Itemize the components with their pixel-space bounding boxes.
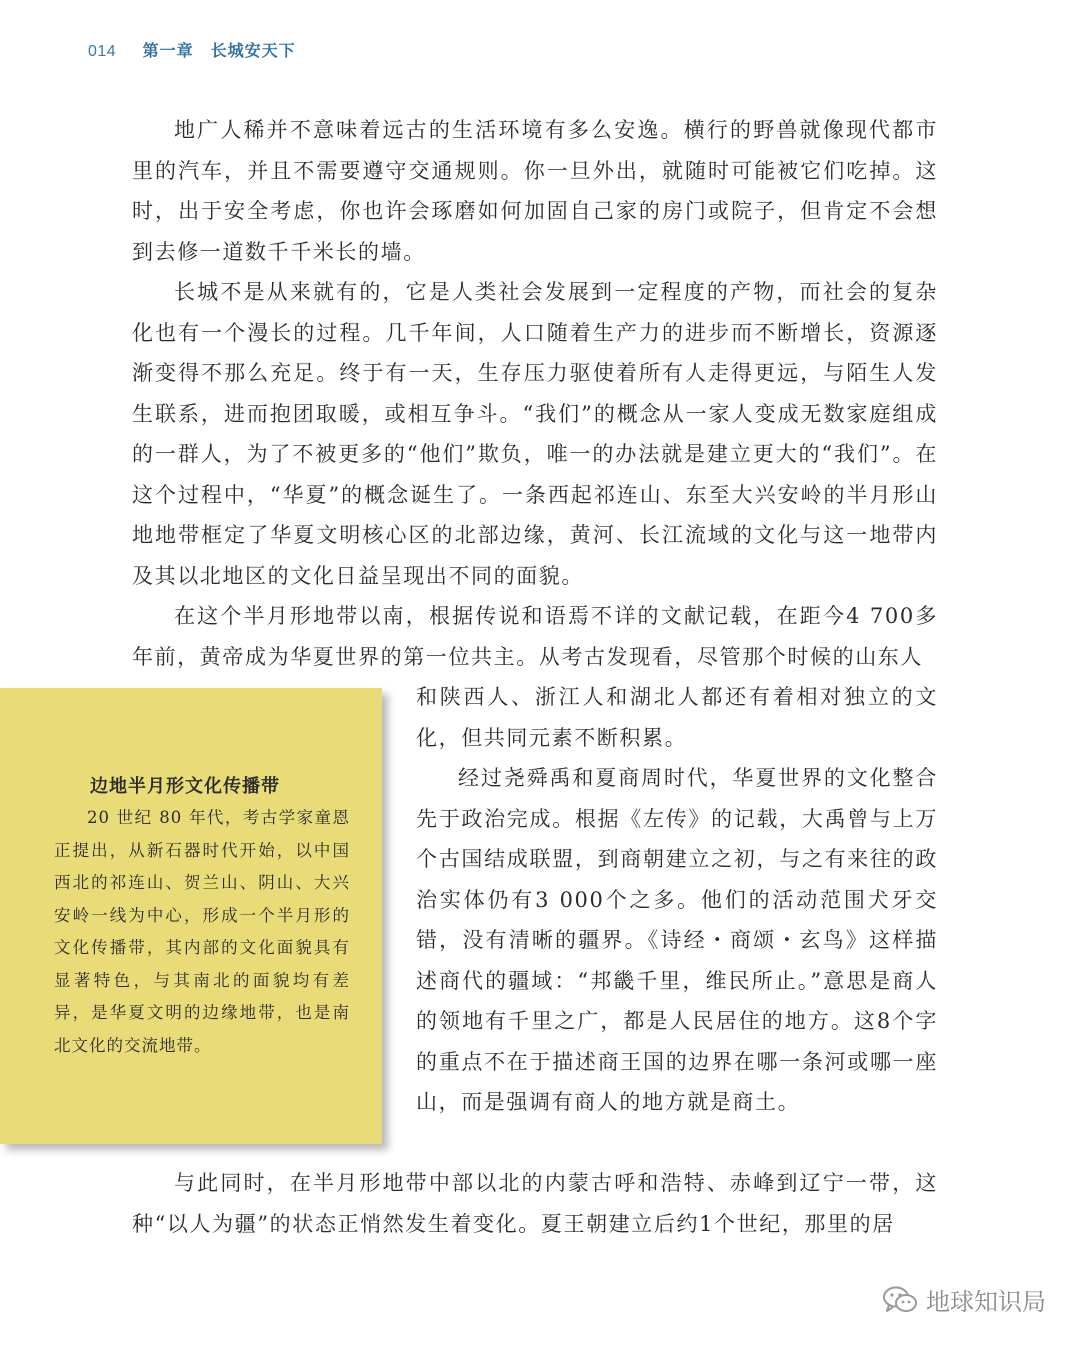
page-number: 014 [88, 43, 117, 60]
watermark [882, 1282, 1046, 1317]
paragraph-5: 与此同时，在半月形地带中部以北的内蒙古呼和浩特、赤峰到辽宁一带，这种“以人为疆”的状态正悄然发生着变化。夏王朝建立后约1个世纪，那里的居 [132, 1171, 938, 1236]
paragraph-4: 经过尧舜禹和夏商周时代，华夏世界的文化整合先于政治完成。根据《左传》的记载，大禹曾与上万个古国结成联盟，到商朝建立之初，与之有来往的政治实体仍有3 000个之多。他们的活动范围犬牙交错，没有清晰的疆界。《诗经・商颂・玄鸟》这样描述商代的疆域：“邦畿千里，维民所止。”意思是商人的领地有千里之广，都是人民居住的地方。这8个字的重点不在于描述商王国的边界在哪一条河或哪一座山，而是强调有商人的地方就是商土。 [416, 766, 938, 1114]
sidebar-body: 20 世纪 80 年代，考古学家童恩正提出，从新石器时代开始，以中国西北的祁连山、贺兰山、阴山、大兴安岭一线为中心，形成一个半月形的文化传播带，其内部的文化面貌具有显著特色，与其南北的面貌均有差异，是华夏文明的边缘地带，也是南北文化的交流地带。 [54, 808, 350, 1055]
sidebar-box [0, 688, 382, 1144]
watermark-text: 地球知识局 [926, 1289, 1046, 1316]
paragraph-1: 地广人稀并不意味着远古的生活环境有多么安逸。横行的野兽就像现代都市里的汽车，并且不需要遵守交通规则。你一旦外出，就随时可能被它们吃掉。这时，出于安全考虑，你也许会琢磨如何加固自己家的房门或院子，但肯定不会想到去修一道数千千米长的墙。 [132, 118, 938, 264]
running-header [88, 38, 296, 61]
chapter-title: 第一章 长城安天下 [142, 43, 296, 60]
paragraph-3-continued: 和陕西人、浙江人和湖北人都还有着相对独立的文化，但共同元素不断积累。 [416, 685, 938, 750]
wechat-icon [882, 1285, 918, 1315]
sidebar-title: 边地半月形文化传播带 [90, 776, 280, 797]
paragraph-2: 长城不是从来就有的，它是人类社会发展到一定程度的产物，而社会的复杂化也有一个漫长的过程。几千年间，人口随着生产力的进步而不断增长，资源逐渐变得不那么充足。终于有一天，生存压力驱使着所有人走得更远，与陌生人发生联系，进而抱团取暖，或相互争斗。“我们”的概念从一家人变成无数家庭组成的一群人，为了不被更多的“他们”欺负，唯一的办法就是建立更大的“我们”。在这个过程中，“华夏”的概念诞生了。一条西起祁连山、东至大兴安岭的半月形山地地带框定了华夏文明核心区的北部边缘，黄河、长江流域的文化与这一地带内及其以北地区的文化日益呈现出不同的面貌。 [132, 280, 938, 588]
paragraph-3-start: 在这个半月形地带以南，根据传说和语焉不详的文献记载，在距今4 700多年前，黄帝成为华夏世界的第一位共主。从考古发现看，尽管那个时候的山东人 [132, 604, 938, 669]
